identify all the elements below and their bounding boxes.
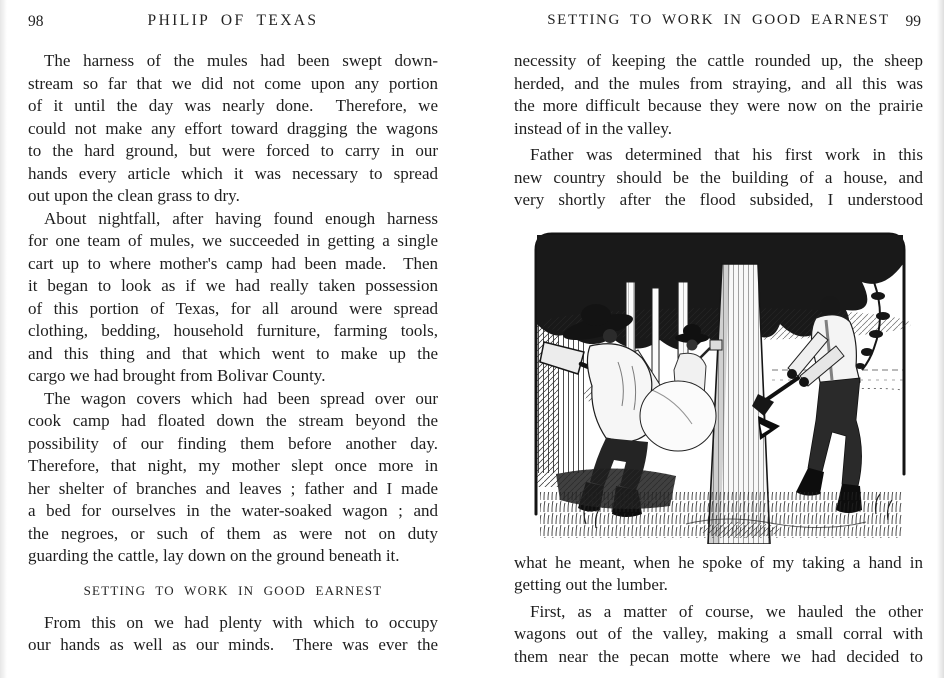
section-heading: SETTING TO WORK IN GOOD EARNEST — [83, 582, 383, 598]
text-line: what he meant, when he spoke of my taking a hand in — [514, 552, 923, 572]
paragraph — [514, 601, 923, 669]
left-page — [28, 12, 438, 657]
text-line: the more difficult because they were now on the prairie — [514, 96, 923, 115]
text-line: cart up to where mother's camp had been made. Then — [28, 253, 438, 273]
text-line: cook camp had floated down the stream beyond the — [28, 411, 438, 430]
right-body-text-bottom — [514, 552, 923, 669]
paragraph — [28, 50, 438, 208]
right-page-number: 99 — [905, 13, 921, 30]
right-running-head-title: SETTING TO WORK IN GOOD EARNEST — [547, 12, 890, 28]
text-line: and this thing and that which went to make up the — [28, 343, 438, 363]
text-line: clothing, bedding, household furniture, farming tools, — [28, 321, 438, 340]
left-running-head-title: PHILIP OF TEXAS — [147, 12, 319, 29]
left-running-head — [28, 12, 438, 32]
text-line: could not make any effort toward dragging the wagons — [28, 118, 438, 138]
woodcutting-illustration — [526, 224, 915, 544]
right-running-head — [514, 12, 923, 32]
left-page-number: 98 — [28, 13, 44, 30]
right-page — [514, 12, 923, 668]
text-line: The wagon covers which had been spread over our — [44, 388, 438, 408]
text-line: guarding the cattle, lay down on the ground beneath it. — [28, 546, 400, 565]
text-line: a bed for ourselves in the water-soaked wagon ; and — [28, 501, 438, 520]
text-line: hands every article which it was necessary to spread — [28, 163, 438, 183]
text-line: of this portion of Texas, for all around were spread — [28, 298, 438, 318]
paragraph — [514, 144, 923, 212]
text-line: our hands as well as our minds. There was ever the — [28, 635, 438, 654]
scan-edge-left — [0, 0, 7, 678]
text-line: getting out the lumber. — [514, 575, 668, 594]
text-line: of it until the day was nearly done. Therefore, we — [28, 96, 438, 115]
text-line: The harness of the mules had been swept down- — [44, 51, 438, 70]
text-line: very shortly after the flood subsided, I understood — [514, 190, 923, 209]
left-body-text — [28, 50, 438, 568]
paragraph — [514, 552, 923, 597]
left-body-text-after-heading — [28, 612, 438, 657]
text-line: it began to look as if we had really taken possession — [28, 276, 438, 295]
text-line: necessity of keeping the cattle rounded up, the sheep — [514, 51, 923, 70]
text-line: First, as a matter of course, we hauled the other — [530, 601, 923, 621]
text-line: wagons out of the valley, making a small corral with — [514, 624, 923, 643]
paragraph — [28, 612, 438, 657]
paragraph — [28, 208, 438, 388]
text-line: stream so far that we did not come upon any portion — [28, 73, 438, 93]
paragraph — [514, 50, 923, 140]
text-line: to the hard ground, but were forced to carry in our — [28, 141, 438, 160]
text-line: From this on we had plenty with which to occupy — [44, 612, 438, 632]
text-line: instead of in the valley. — [514, 118, 672, 138]
text-line: Therefore, that night, my mother slept once more in — [28, 456, 438, 475]
text-line: Father was determined that his first work in this — [530, 145, 923, 164]
text-line: for one team of mules, we succeeded in getting a single — [28, 231, 438, 250]
text-line: the negroes, or such of them as were not on duty — [28, 523, 438, 543]
scan-edge-right — [937, 0, 944, 678]
text-line: her shelter of branches and leaves ; father and I made — [28, 478, 438, 498]
text-line: About nightfall, after having found enough harness — [44, 208, 438, 228]
text-line: new country should be the building of a house, and — [514, 167, 923, 187]
text-line: possibility of our finding them before another day. — [28, 433, 438, 453]
text-line: them near the pecan motte where we had decided to — [514, 646, 923, 666]
text-line: out upon the clean grass to dry. — [28, 186, 240, 205]
right-body-text-top — [514, 50, 923, 212]
text-line: cargo we had brought from Bolivar County. — [28, 366, 326, 385]
text-line: herded, and the mules from straying, and all this was — [514, 73, 923, 93]
paragraph — [28, 388, 438, 568]
